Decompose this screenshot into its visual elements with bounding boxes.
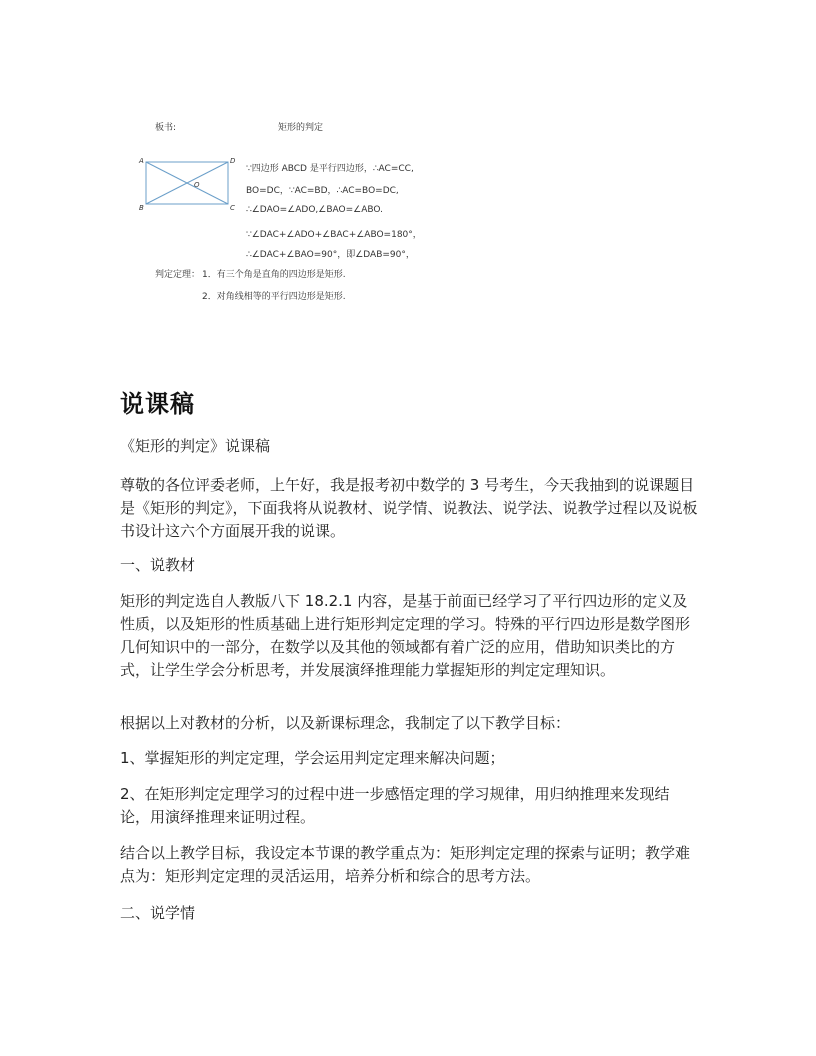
section-heading: 说课稿 — [120, 390, 195, 418]
theorem-item: 2．对角线相等的平行四边形是矩形. — [202, 292, 346, 302]
vertex-b: B — [139, 204, 144, 212]
proof-line: ∵四边形 ABCD 是平行四边形，∴AC=CC, — [246, 164, 414, 174]
paragraph: 结合以上教学目标，我设定本节课的教学重点为：矩形判定定理的探索与证明；教学难点为：矩形判定定理的灵活运用，培养分析和综合的思考方法。 — [120, 844, 691, 885]
proof-line: BO=DC，∵AC=BD，∴AC=BO=DC, — [246, 186, 399, 196]
vertex-c: C — [230, 204, 235, 212]
proof-line: ∴∠DAO=∠ADO,∠BAO=∠ABO. — [246, 205, 383, 215]
paragraph: 矩形的判定选自人教版八下 18.2.1 内容，是基于前面已经学习了平行四边形的定义及性质，以及矩形的性质基础上进行矩形判定定理的学习。特殊的平行四边形是数学图形几何知识中的一部分，在数学以及其他的领域都有着广泛的应用，借助知识类比的方式，让学生学会分析思考，并发展演绎推理能力掌握矩形的判定定理知识。 — [120, 592, 691, 679]
list-item: 2、在矩形判定定理学习的过程中进一步感悟定理的学习规律，用归纳推理来发现结论，用演绎推理来证明过程。 — [120, 785, 670, 826]
board-title: 矩形的判定 — [278, 123, 324, 133]
vertex-a: A — [139, 157, 144, 165]
rectangle-diagram — [138, 157, 238, 213]
paragraph: 尊敬的各位评委老师，上午好，我是报考初中数学的 3 号考生，今天我抽到的说课题目是《矩形的判定》，下面我将从说教材、说学情、说教法、说学法、说教学过程以及说板书设计这六个方面展开我的说课。 — [120, 476, 698, 540]
vertex-o: O — [194, 181, 200, 189]
board-label: 板书: — [155, 123, 177, 133]
theorem-label: 判定定理： — [155, 270, 201, 280]
section-title: 二、说学情 — [120, 904, 196, 922]
section-title: 一、说教材 — [120, 556, 196, 574]
list-item: 1、掌握矩形的判定定理，学会运用判定定理来解决问题； — [120, 749, 505, 767]
proof-line: ∴∠DAC+∠BAO=90°，即∠DAB=90°， — [246, 250, 415, 260]
board-figure — [138, 115, 468, 305]
vertex-d: D — [230, 157, 236, 165]
paragraph: 根据以上对教材的分析，以及新课标理念，我制定了以下教学目标： — [120, 714, 571, 732]
doc-title: 《矩形的判定》说课稿 — [120, 437, 271, 455]
proof-line: ∵∠DAC+∠ADO+∠BAC+∠ABO=180°， — [246, 230, 422, 240]
theorem-item: 1．有三个角是直角的四边形是矩形. — [202, 270, 346, 280]
